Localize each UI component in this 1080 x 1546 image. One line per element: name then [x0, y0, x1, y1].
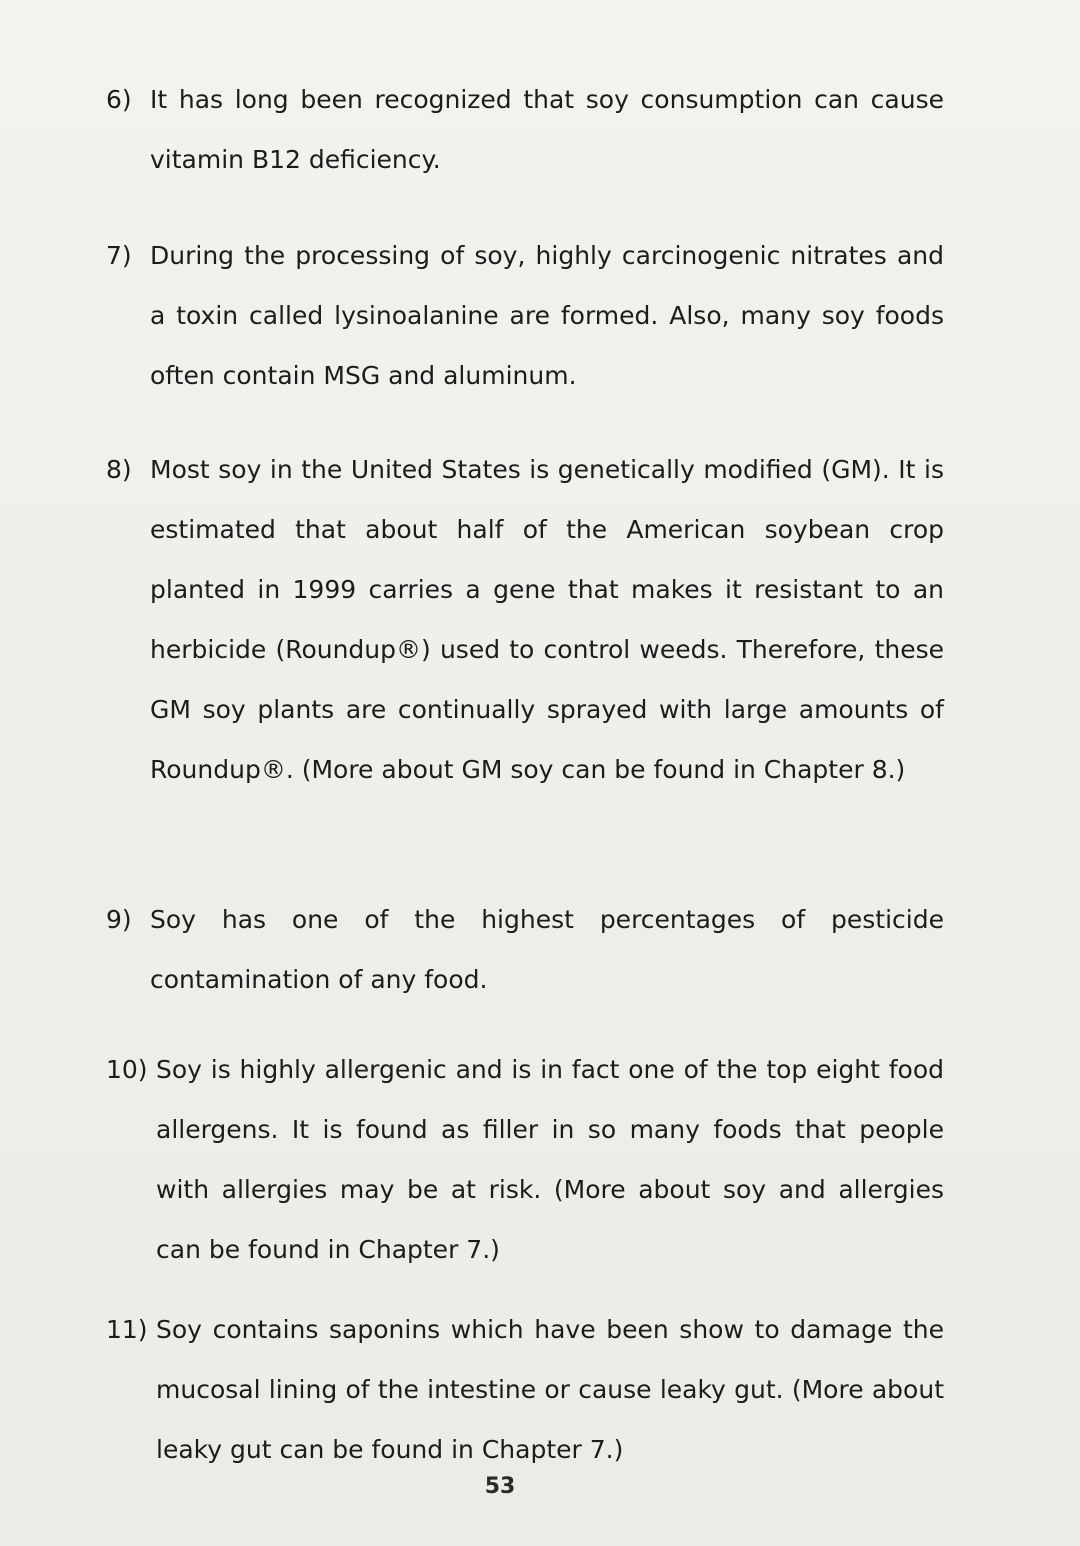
item-text: Soy is highly allergenic and is in fact one of the top eight food allergens. It is found as filler in so many foods that people with allergies may be at risk. (More about soy and allergies can be found in Chapter 7.) — [156, 1055, 944, 1264]
list-item — [106, 70, 944, 190]
item-text: Soy contains saponins which have been show to damage the mucosal lining of the intestine or cause leaky gut. (More about leaky gut can be found in Chapter 7.) — [156, 1315, 944, 1464]
item-text: Soy has one of the highest percentages of pesticide contamination of any food. — [150, 905, 944, 994]
list-item — [106, 1300, 944, 1480]
list-item — [106, 440, 944, 800]
list-item — [106, 1040, 944, 1280]
page-number: 53 — [484, 1474, 516, 1499]
item-number: 9) — [106, 905, 132, 934]
item-number: 8) — [106, 455, 132, 484]
item-text: During the processing of soy, highly carcinogenic nitrates and a toxin called lysinoalanine are formed. Also, many soy foods often contain MSG and aluminum. — [150, 241, 944, 390]
list-item — [106, 890, 944, 1010]
item-number: 6) — [106, 85, 132, 114]
item-text: Most soy in the United States is genetically modified (GM). It is estimated that about half of the American soybean crop planted in 1999 carries a gene that makes it resistant to an herbicide (Roundup®) used to control weeds. Therefore, these GM soy plants are continually sprayed with large amounts of Roundup®. (More about GM soy can be found in Chapter 8.) — [150, 455, 944, 784]
item-number: 7) — [106, 241, 132, 270]
item-number: 11) — [106, 1315, 148, 1344]
item-text: It has long been recognized that soy consumption can cause vitamin B12 deficiency. — [150, 85, 944, 174]
item-number: 10) — [106, 1055, 148, 1084]
list-item — [106, 226, 944, 406]
